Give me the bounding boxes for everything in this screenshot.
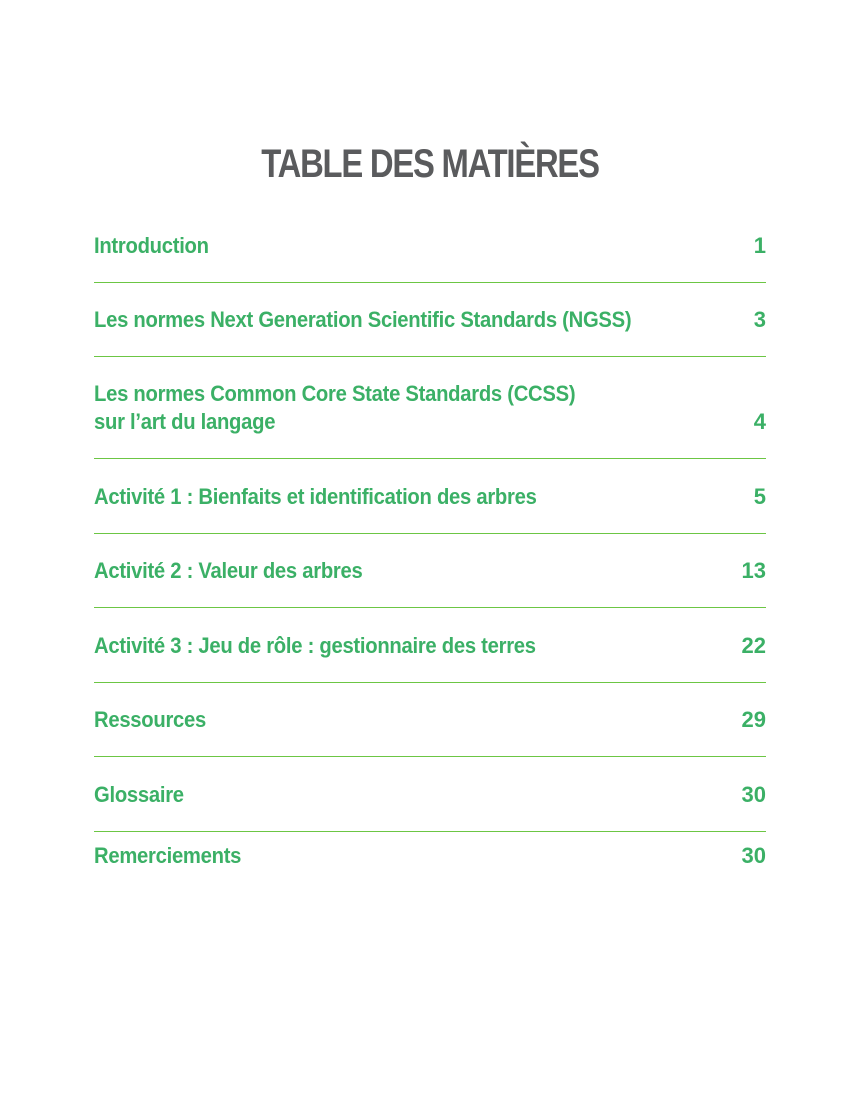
toc-entry-page-number: 13 bbox=[741, 558, 766, 583]
toc-entry-page-number: 5 bbox=[753, 484, 766, 509]
toc-entry-page-number: 30 bbox=[741, 843, 766, 868]
toc-entry-label: Remerciements bbox=[94, 843, 242, 868]
toc-entry-page-number: 1 bbox=[753, 233, 766, 258]
table-of-contents bbox=[94, 208, 766, 892]
toc-entry-label: Introduction bbox=[94, 233, 209, 258]
page-title: TABLE DES MATIÈRES bbox=[261, 142, 599, 186]
toc-entry-page-number: 30 bbox=[741, 782, 766, 807]
toc-entry-label: Activité 3 : Jeu de rôle : gestionnaire des terres bbox=[94, 633, 536, 658]
toc-entry-glossary[interactable] bbox=[94, 757, 766, 832]
toc-entry-page-number: 29 bbox=[741, 707, 766, 732]
toc-entry-label: Glossaire bbox=[94, 782, 184, 807]
toc-entry-label: Ressources bbox=[94, 707, 207, 732]
toc-entry-introduction[interactable] bbox=[94, 208, 766, 283]
toc-entry-activity-3[interactable] bbox=[94, 608, 766, 683]
toc-entry-label: Les normes Next Generation Scientific Standards (NGSS) bbox=[94, 307, 632, 332]
toc-entry-resources[interactable] bbox=[94, 683, 766, 757]
toc-entry-page-number: 3 bbox=[753, 307, 766, 332]
toc-entry-ccss[interactable] bbox=[94, 357, 766, 459]
toc-entry-activity-1[interactable] bbox=[94, 459, 766, 534]
toc-entry-label: Activité 2 : Valeur des arbres bbox=[94, 558, 363, 583]
toc-entry-label: Les normes Common Core State Standards (CCSS) sur l’art du langage bbox=[94, 381, 576, 434]
toc-entry-activity-2[interactable] bbox=[94, 534, 766, 608]
toc-entry-page-number: 4 bbox=[753, 409, 766, 434]
toc-entry-ngss[interactable] bbox=[94, 283, 766, 357]
toc-entry-label: Activité 1 : Bienfaits et identification des arbres bbox=[94, 484, 537, 509]
toc-entry-page-number: 22 bbox=[741, 633, 766, 658]
toc-entry-acknowledgements[interactable] bbox=[94, 832, 766, 892]
